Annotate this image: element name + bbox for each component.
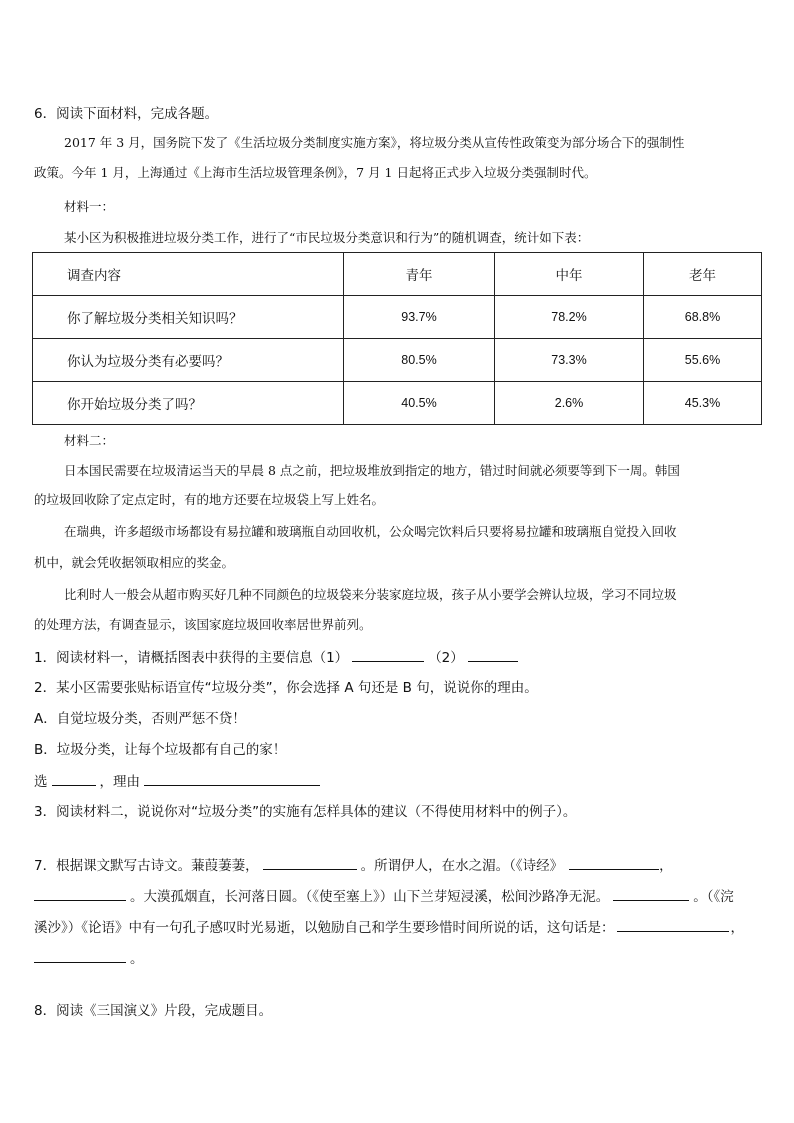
question-7-line-3 xyxy=(34,917,744,938)
q7-line-1-part-a: 7．根据课文默写古诗文。蒹葭萋萋， xyxy=(34,858,259,874)
question-7-line-1 xyxy=(34,855,673,876)
poem-blank-2[interactable] xyxy=(569,855,659,870)
material-1-label: 材料一： xyxy=(64,199,115,214)
q6-intro-line-2: 政策。今年 1 月，上海通过《上海市生活垃圾管理条例》，7 月 1 日起将正式步入垃圾分类强制时代。 xyxy=(34,165,597,180)
table-header-cell: 老年 xyxy=(644,253,762,296)
question-7-line-4 xyxy=(34,948,144,969)
q7-line-1-part-c: ， xyxy=(659,858,673,874)
material-2-paragraph-3-line-2: 的处理方法，有调查显示，该国家庭垃圾回收率居世界前列。 xyxy=(34,617,372,632)
table-cell-value: 80.5% xyxy=(344,339,495,382)
q7-line-2-part-b: 。大漠孤烟直，长河落日圆。（《使至塞上》）山下兰芽短浸溪，松间沙路净无泥。 xyxy=(130,889,610,905)
material-2-paragraph-1-line-2: 的垃圾回收除了定点定时，有的地方还要在垃圾袋上写上姓名。 xyxy=(34,492,385,507)
sub-question-3: 3．阅读材料二，说说你对“垃圾分类”的实施有怎样具体的建议（不得使用材料中的例子）。 xyxy=(34,804,577,820)
option-b: B．垃圾分类，让每个垃圾都有自己的家！ xyxy=(34,742,287,758)
option-a: A．自觉垃圾分类，否则严惩不贷！ xyxy=(34,711,246,727)
material-1-description: 某小区为积极推进垃圾分类工作，进行了“市民垃圾分类意识和行为”的随机调查，统计如下表： xyxy=(64,230,590,245)
table-cell-value: 45.3% xyxy=(644,382,762,425)
poem-blank-4[interactable] xyxy=(613,886,689,901)
material-2-paragraph-2-line-1: 在瑞典，许多超级市场都设有易拉罐和玻璃瓶自动回收机，公众喝完饮料后只要将易拉罐和玻璃瓶自觉投入回收 xyxy=(64,524,677,539)
table-cell-value: 2.6% xyxy=(495,382,644,425)
table-header-cell: 调查内容 xyxy=(33,253,344,296)
survey-table xyxy=(32,252,762,425)
table-cell-value: 40.5% xyxy=(344,382,495,425)
poem-blank-1[interactable] xyxy=(263,855,357,870)
q7-line-2-part-c: 。（《浣 xyxy=(693,889,734,905)
table-header-cell: 中年 xyxy=(495,253,644,296)
sub-question-1-text: 1．阅读材料一，请概括图表中获得的主要信息（1） xyxy=(34,650,349,666)
table-header-cell: 青年 xyxy=(344,253,495,296)
sub-question-1-mid: （2） xyxy=(428,650,464,666)
table-cell-value: 68.8% xyxy=(644,296,762,339)
table-row xyxy=(33,296,762,339)
table-header-row xyxy=(33,253,762,296)
choice-prefix: 选 xyxy=(34,774,48,790)
poem-blank-3[interactable] xyxy=(34,886,126,901)
sub-question-2: 2．某小区需要张贴标语宣传“垃圾分类”，你会选择 A 句还是 B 句，说说你的理由。 xyxy=(34,680,538,696)
q7-line-3-part-b: ， xyxy=(730,920,744,936)
question-7-line-2 xyxy=(34,886,734,907)
material-2-label: 材料二： xyxy=(64,433,115,448)
table-cell-question: 你认为垃圾分类有必要吗？ xyxy=(33,339,344,382)
question-6-title: 6．阅读下面材料，完成各题。 xyxy=(34,106,219,122)
material-2-paragraph-3-line-1: 比利时人一般会从超市购买好几种不同颜色的垃圾袋来分装家庭垃圾，孩子从小要学会辨认垃圾，学习不同垃圾 xyxy=(64,587,677,602)
sub-question-1 xyxy=(34,647,518,668)
table-row xyxy=(33,382,762,425)
table-cell-value: 73.3% xyxy=(495,339,644,382)
material-2-paragraph-2-line-2: 机中，就会凭收据领取相应的奖金。 xyxy=(34,555,235,570)
answer-blank-1[interactable] xyxy=(352,647,424,662)
material-2-paragraph-1-line-1: 日本国民需要在垃圾清运当天的早晨 8 点之前，把垃圾堆放到指定的地方，错过时间就必须要等到下一周。韩国 xyxy=(64,463,680,478)
choice-mid: ，理由 xyxy=(99,774,140,790)
table-cell-value: 55.6% xyxy=(644,339,762,382)
q7-line-1-part-b: 。所谓伊人，在水之湄。（《诗经》 xyxy=(360,858,564,874)
choice-blank[interactable] xyxy=(52,771,96,786)
analects-blank-2[interactable] xyxy=(34,948,126,963)
table-cell-value: 78.2% xyxy=(495,296,644,339)
table-row xyxy=(33,339,762,382)
table-cell-question: 你开始垃圾分类了吗？ xyxy=(33,382,344,425)
reason-blank[interactable] xyxy=(144,771,320,786)
table-cell-question: 你了解垃圾分类相关知识吗？ xyxy=(33,296,344,339)
question-8-title: 8．阅读《三国演义》片段，完成题目。 xyxy=(34,1003,273,1019)
choice-line xyxy=(34,771,320,792)
answer-blank-2[interactable] xyxy=(468,647,518,662)
table-cell-value: 93.7% xyxy=(344,296,495,339)
analects-blank-1[interactable] xyxy=(617,917,729,932)
q7-line-4-part-b: 。 xyxy=(130,951,144,967)
q6-intro-line-1: 2017 年 3 月，国务院下发了《生活垃圾分类制度实施方案》，将垃圾分类从宣传性政策变为部分场合下的强制性 xyxy=(64,135,685,150)
q7-line-3-part-a: 溪沙》）《论语》中有一句孔子感叹时光易逝，以勉励自己和学生要珍惜时间所说的话，这句话是： xyxy=(34,920,615,936)
